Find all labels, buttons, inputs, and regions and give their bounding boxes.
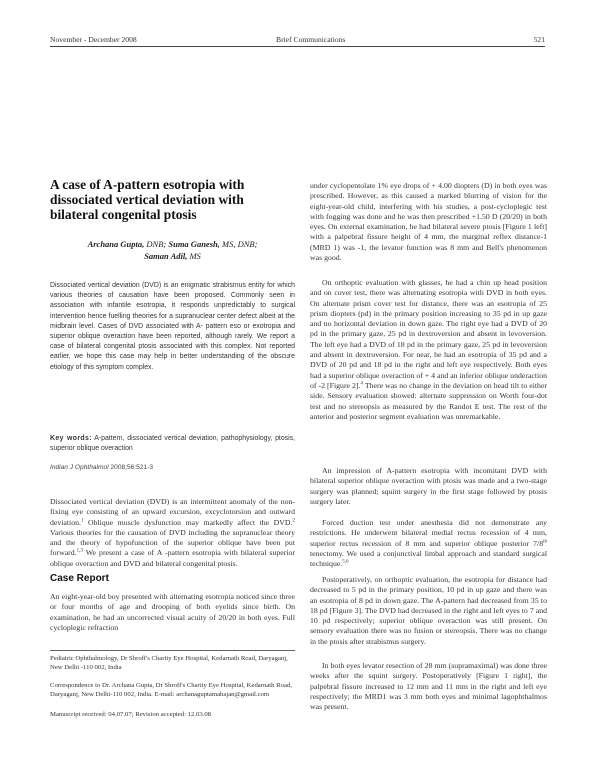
author-name: Saman Adil, xyxy=(144,251,188,261)
author-degree: DNB; xyxy=(144,239,169,249)
reference-marker: 1 xyxy=(80,518,84,523)
introduction-paragraph xyxy=(50,497,295,569)
author-degree: MS, DNB; xyxy=(219,239,258,249)
body-paragraph: In both eyes levator resection of 28 mm (supramaximal) was done three weeks after the squint surgery. Postoperatively [Figure 1 right], the palpebral fissure increased to 12 mm and 11 mm in the right and left eye respectively; the MRD1 was 3 mm both eyes and minimal lagophthalmos was present. xyxy=(310,661,547,712)
citation-ref: 2008;56:521-3 xyxy=(108,464,154,471)
author-degree: MS xyxy=(187,251,201,261)
author-name: Suma Ganesh, xyxy=(168,239,220,249)
intro-text: Various theories for the causation of DVD including the supranuclear theory and the theory of hypofunction of the superior oblique have been put forward. xyxy=(50,527,295,558)
citation xyxy=(50,464,295,471)
intro-text: We present a case of A -pattern esotropia with bilateral superior oblique overaction and DVD and bilateral congenital ptosis. xyxy=(50,548,295,568)
reference-marker: 5,6 xyxy=(342,559,349,565)
intro-text: Dissociated vertical deviation (DVD) is an intermittent anomaly of the non-fixing eye consisting of an upward excursion, excyclotorsion and outward deviation. xyxy=(50,497,295,527)
section-label: Brief Communications xyxy=(276,35,346,44)
author-list xyxy=(60,238,285,262)
keywords-text: A-pattern, dissociated vertical deviation, pathophysiology, ptosis, superior oblique overaction xyxy=(50,435,295,453)
citation-journal: Indian J Ophthalmol xyxy=(50,464,109,471)
reference-marker: 2 xyxy=(292,518,295,523)
body-text: Forced duction test under anesthesia did not demonstrate any restrictions. He underwent bilateral medial rectus recession of 4 mm, superior rectus recession of 8 mm and superior oblique posterior 7/8 xyxy=(310,518,547,548)
intro-text: Oblique muscle dysfunction may markedly affect the DVD. xyxy=(83,517,293,527)
abstract: Dissociated vertical deviation (DVD) is an enigmatic strabismus entity for which various theories of causation have been proposed. Commonly seen in association with infantile esotropia, it responds unpredictably to surgical intervention hence fuelling theories for a supranuclear center defect albeit at the midbrain level. Cases of DVD associated with A- pattern eso or exotropia and superior oblique overaction have been reported, although rarely. We report a case of bilateral congenital ptosis associated with this complex. Not reported earlier, we hope this case may help in better understanding of the obscure etiology of this symptom complex. xyxy=(50,282,295,371)
ordinal-suffix: th xyxy=(543,539,547,544)
body-paragraph: Postoperatively, on orthoptic evaluation, the esotropia for distance had decreased to 5 pd in the primary position, 10 pd in up gaze and there was an esotropia of 8 pd in down gaze. The A-pattern had decreased from 35 to 18 pd [Figure 3]. The DVD had decreased in the right and left eyes to 7 and 10 pd respectively; superior oblique overaction was still present. On sensory evaluation there was no fusion or stereopsis. There was no change in the ptosis after strabismus surgery. xyxy=(310,575,547,646)
keywords xyxy=(50,434,295,454)
body-paragraph: under cyclopentolate 1% eye drops of + 4.00 diopters (D) in both eyes was prescribed. However, as this caused a marked blurring of vision for the eight-year-old child, interfering with his studies, a post-cycloplegic test with fogging was done and he was then prescribed +1.50 D (20/20) in both eyes. On external examination, he had bilateral severe ptosis [Figure 1 left] with a palpebral fissure height of 4 mm, the marginal reflex distance-1 (MRD 1) was -1, the levator function was 8 mm and Bell's phenomenon was good. xyxy=(310,181,547,263)
author-name: Archana Gupta, xyxy=(87,239,145,249)
body-text: There was no change in the deviation on head tilt to either side. Sensory evaluation showed: alternate suppression on Worth four-dot test and no stereopsis as measured by the Randot E test. The rest of the anterior and posterior segment evaluation was unremarkable. xyxy=(310,380,547,421)
reference-marker: 4 xyxy=(360,381,363,387)
case-report-paragraph: An eight-year-old boy presented with alternating esotropia noticed since three or four months of age and drooping of both eyelids since birth. On examination, he had an uncorrected visual acuity of 20/20 in both eyes. Full cycloplegic refraction xyxy=(50,592,295,632)
issue-date: November - December 2008 xyxy=(50,35,137,44)
footnote-dates: Manuscript received: 04.07.07; Revision accepted: 12.03.08 xyxy=(50,711,212,718)
page-number: 521 xyxy=(533,35,545,44)
footnote-affiliation: Pediatric Ophthalmology, Dr Shroff's Charity Eye Hospital, Kedarnath Road, Daryaganj, New Delhi -110 002, India xyxy=(50,655,288,672)
body-text: tenectomy. We used a conjunctival limbal approach and standard surgical technique. xyxy=(310,548,547,569)
body-paragraph xyxy=(310,278,547,422)
reference-marker: 1,3 xyxy=(76,548,83,554)
keywords-label: Key words: xyxy=(50,435,92,442)
article-title: A case of A-pattern esotropia with dissociated vertical deviation with bilateral congenital ptosis xyxy=(50,177,245,222)
header-divider xyxy=(50,46,545,47)
body-paragraph xyxy=(310,518,547,569)
running-header xyxy=(50,35,545,45)
footnote-divider xyxy=(50,650,295,651)
body-text: On orthoptic evaluation with glasses, he had a chin up head position and on cover test, there was alternating esotropia with DVD in both eyes. On alternate prism cover test for distance, there was an esotropia of 25 prism diopters (pd) in the primary position increasing to 35 pd in up gaze and no horizontal deviation in down gaze. The right eye had a DVD of 20 pd in the primary gaze, 25 pd in dextroversion and absent in levoversion. The left eye had a DVD of 18 pd in the primary gaze, 25 pd in levoversion and absent in dextroversion. For near, he had an esotropia of 35 pd and a DVD of 20 pd and 18 pd in the right and left eye respectively. Both eyes had a superior oblique overaction of + 4 and an inferior oblique underaction of -2 [Figure 2]. xyxy=(310,278,547,390)
case-report-heading: Case Report xyxy=(50,573,109,584)
body-paragraph: An impression of A-pattern esotropia with incomitant DVD with bilateral superior oblique overaction with ptosis was made and a two-stage surgery was planned; squint surgery in the first stage followed by ptosis surgery later. xyxy=(310,466,547,506)
footnote-correspondence: Correspondence to Dr. Archana Gupta, Dr Shroff's Charity Eye Hospital, Kedarnath Road, Daryaganj, New Delhi-110 002, India. E-mail: archanaguptamahajan@gmail.com xyxy=(50,682,292,699)
